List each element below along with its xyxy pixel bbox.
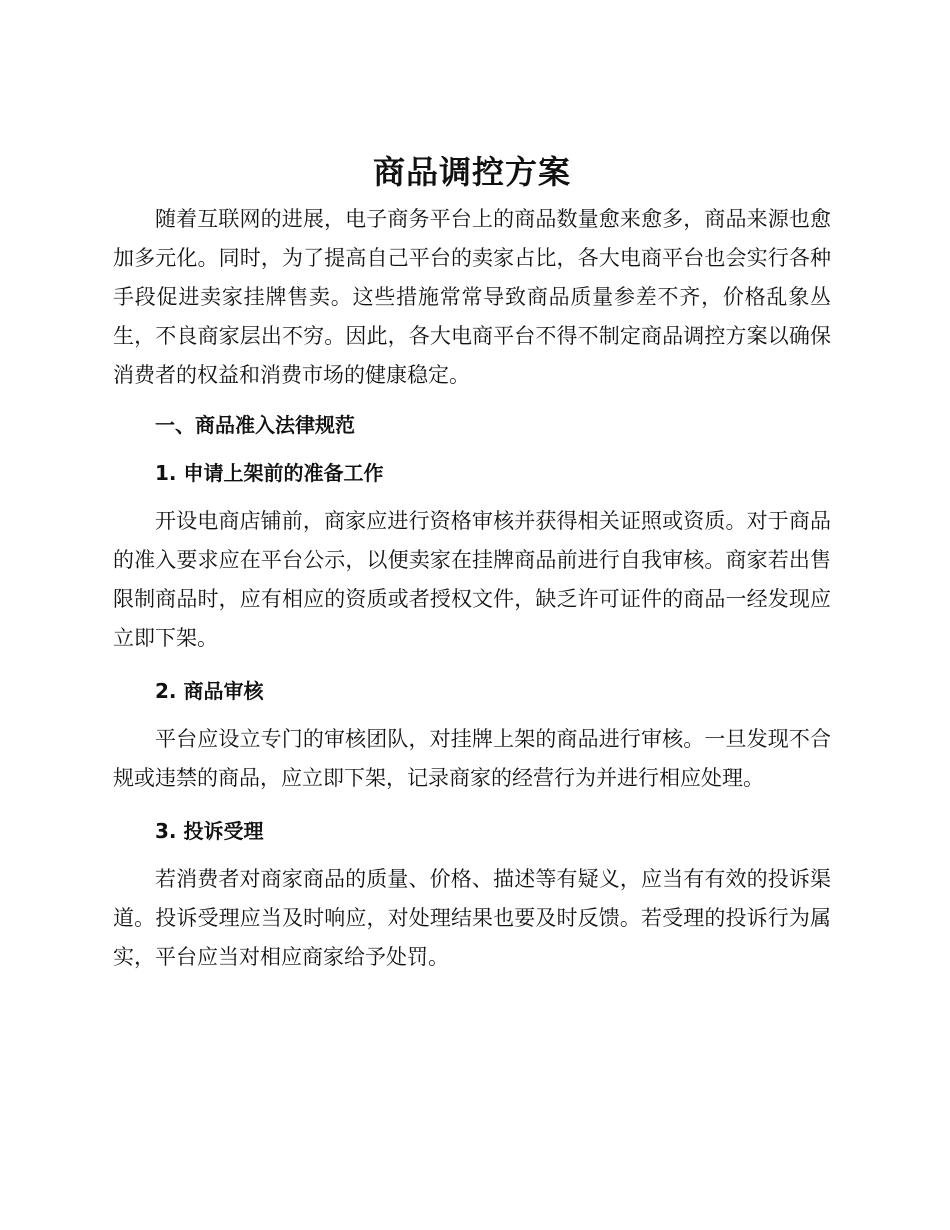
subsection-body-2: 平台应设立专门的审核团队，对挂牌上架的商品进行审核。一旦发现不合规或违禁的商品，应立即下架，记录商家的经营行为并进行相应处理。	[113, 727, 831, 790]
subsection-heading-1: 1. 申请上架前的准备工作	[155, 461, 384, 485]
subsection-heading-2: 2. 商品审核	[155, 679, 264, 703]
intro-paragraph: 随着互联网的进展，电子商务平台上的商品数量愈来愈多，商品来源也愈加多元化。同时，为了提高自己平台的卖家占比，各大电商平台也会实行各种手段促进卖家挂牌售卖。这些措施常常导致商品质量参差不齐，价格乱象丛生，不良商家层出不穷。因此，各大电商平台不得不制定商品调控方案以确保消费者的权益和消费市场的健康稳定。	[113, 207, 831, 387]
document-page	[113, 150, 831, 977]
subsection-body-3: 若消费者对商家商品的质量、价格、描述等有疑义，应当有有效的投诉渠道。投诉受理应当及时响应，对处理结果也要及时反馈。若受理的投诉行为属实，平台应当对相应商家给予处罚。	[113, 867, 831, 969]
subsection-heading-3: 3. 投诉受理	[155, 819, 264, 843]
section-heading-1: 一、商品准入法律规范	[155, 413, 355, 437]
subsection-body-1: 开设电商店铺前，商家应进行资格审核并获得相关证照或资质。对于商品的准入要求应在平台公示，以便卖家在挂牌商品前进行自我审核。商家若出售限制商品时，应有相应的资质或者授权文件，缺乏许可证件的商品一经发现应立即下架。	[113, 509, 831, 650]
document-title: 商品调控方案	[372, 153, 571, 191]
